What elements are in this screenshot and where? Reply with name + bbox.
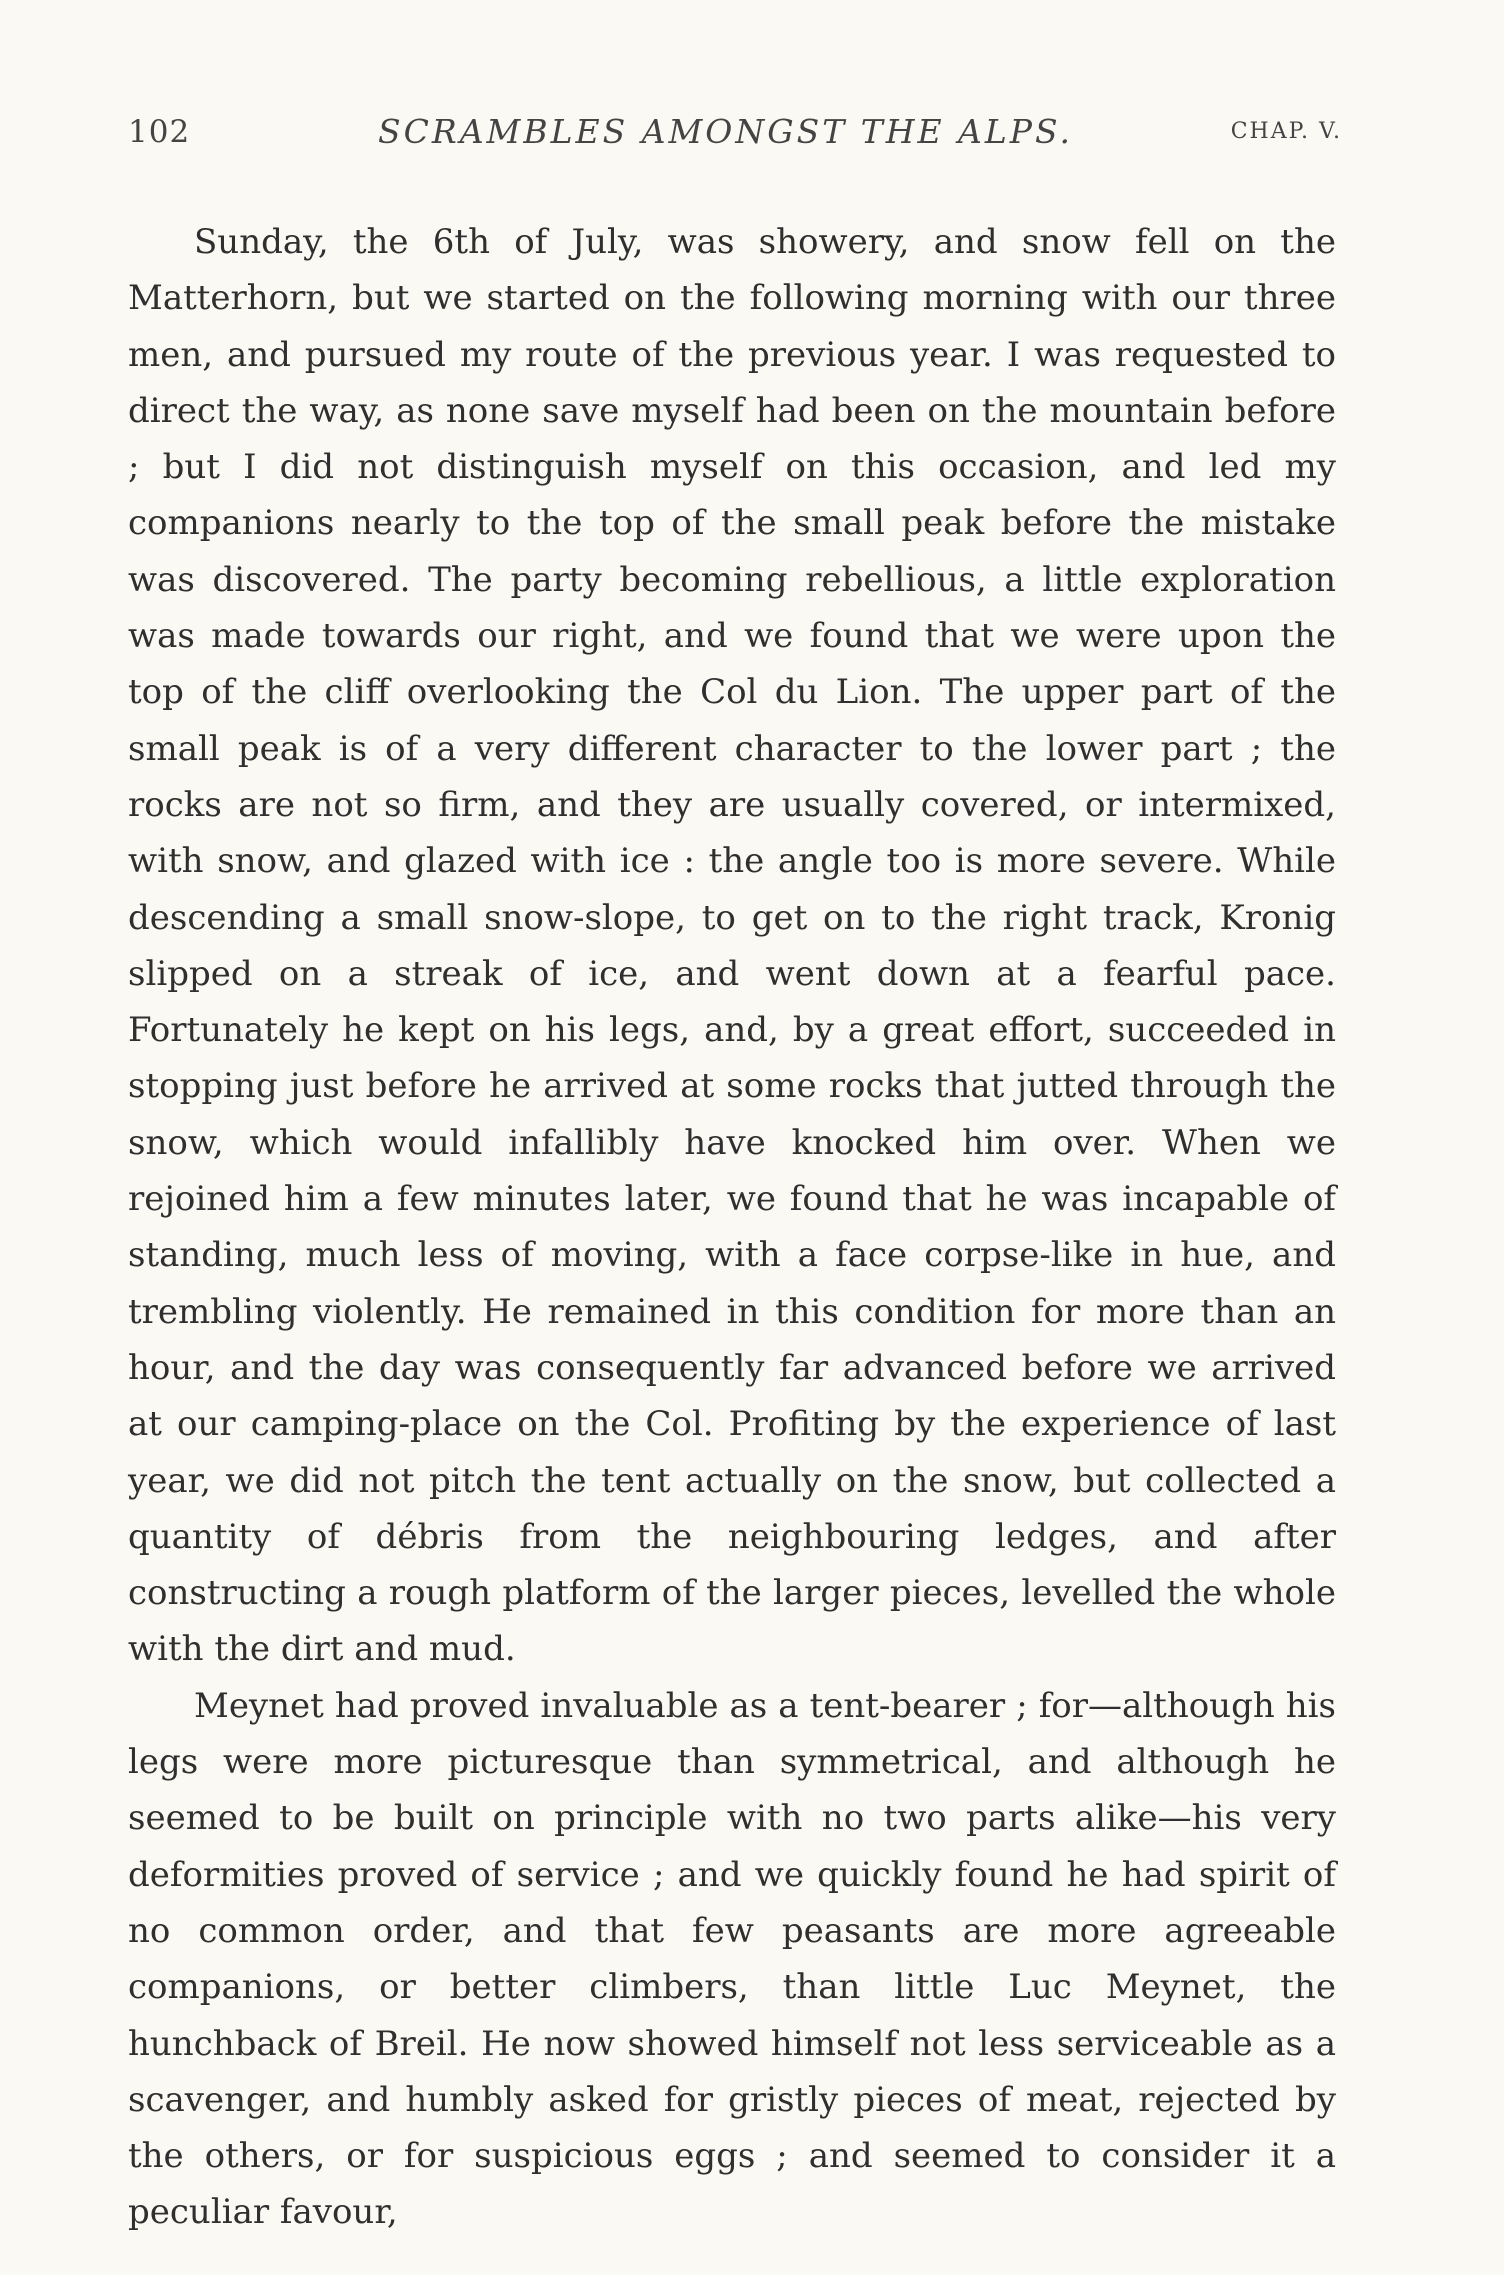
body-text bbox=[128, 214, 1336, 2241]
page-number: 102 bbox=[128, 114, 191, 150]
chapter-label: CHAP. V. bbox=[1230, 119, 1342, 144]
running-header bbox=[128, 112, 1342, 160]
paragraph-2: Meynet had proved invaluable as a tent-bearer ; for—although his legs were more picturesque than symmetrical, and although he seemed to be built on principle with no two parts alike—his very deformities proved of service ; and we quickly found he had spirit of no common order, and that few peasants are more agreeable companions, or better climbers, than little Luc Meynet, the hunchback of Breil. He now showed himself not less serviceable as a scavenger, and humbly asked for gristly pieces of meat, rejected by the others, or for suspicious eggs ; and seemed to consider it a peculiar favour, bbox=[128, 1685, 1336, 2233]
book-title: SCRAMBLES AMONGST THE ALPS. bbox=[378, 112, 1073, 151]
paragraph-1: Sunday, the 6th of July, was showery, and snow fell on the Matterhorn, but we started on the following morning with our three men, and pursued my route of the previous year. I was requested to direct the way, as none save myself had been on the mountain before ; but I did not distinguish myself on this occasion, and led my companions nearly to the top of the small peak before the mistake was discovered. The party becoming rebellious, a little exploration was made towards our right, and we found that we were upon the top of the cliff overlooking the Col du Lion. The upper part of the small peak is of a very different character to the lower part ; the rocks are not so firm, and they are usually covered, or intermixed, with snow, and glazed with ice : the angle too is more severe. While descending a small snow-slope, to get on to the right track, Kronig slipped on a streak of ice, and went down at a fearful pace. Fortunately he kept on his legs, and, by a great effort, succeeded in stopping just before he arrived at some rocks that jutted through the snow, which would infallibly have knocked him over. When we rejoined him a few minutes later, we found that he was incapable of standing, much less of moving, with a face corpse-like in hue, and trembling violently. He remained in this condition for more than an hour, and the day was consequently far advanced before we arrived at our camping-place on the Col. Profiting by the experience of last year, we did not pitch the tent actually on the snow, but collected a quantity of débris from the neighbouring ledges, and after constructing a rough platform of the larger pieces, levelled the whole with the dirt and mud. bbox=[128, 222, 1336, 1670]
